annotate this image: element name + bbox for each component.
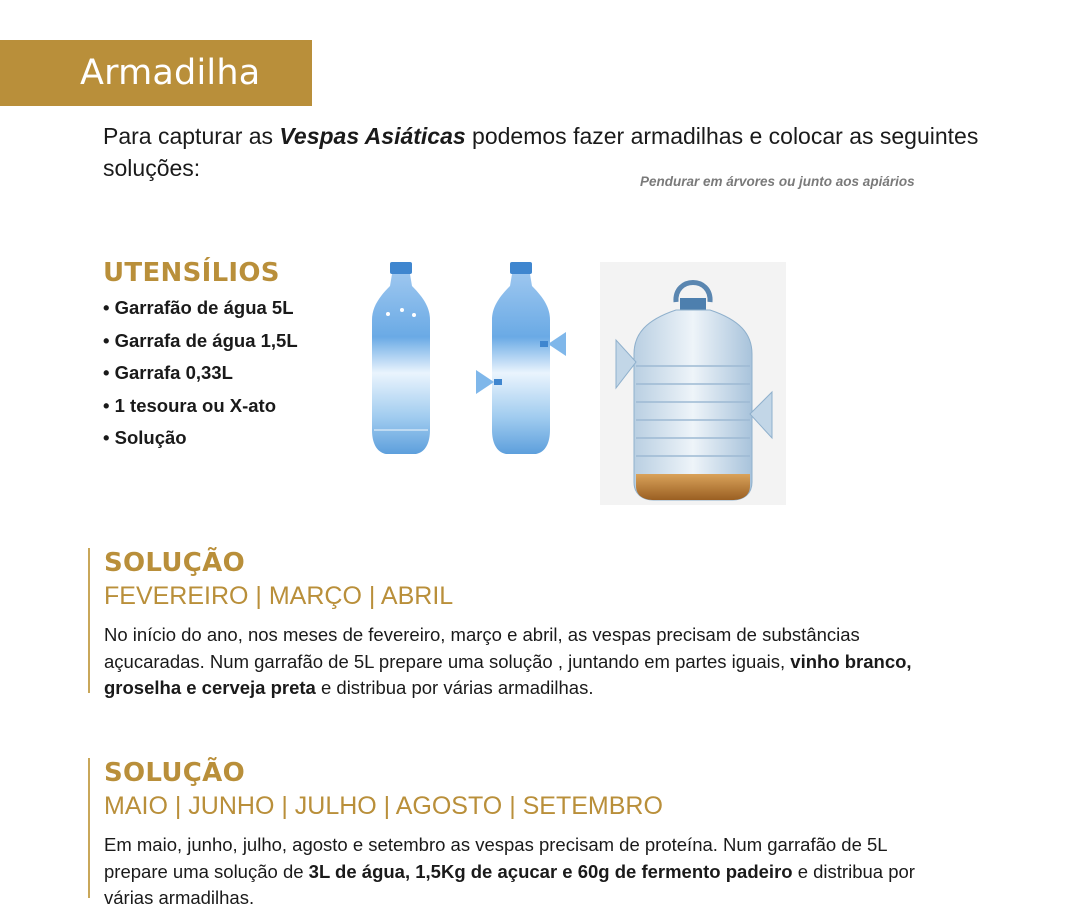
solution-paragraph <box>104 832 954 912</box>
list-item: • Garrafa de água 1,5L <box>103 325 298 358</box>
utensils-list <box>103 292 298 455</box>
list-item: • Solução <box>103 422 298 455</box>
paragraph-text: e distribua por várias armadilhas. <box>104 860 915 908</box>
solution-paragraph <box>104 622 954 702</box>
utensils-heading: UTENSÍLIOS <box>103 258 280 288</box>
paragraph-bold: vinho branco, groselha e cerveja preta <box>104 650 912 698</box>
list-item: • 1 tesoura ou X-ato <box>103 390 298 423</box>
intro-text-start: Para capturar as <box>103 123 280 149</box>
jug-trap-image <box>600 262 786 505</box>
list-item: • Garrafa 0,33L <box>103 357 298 390</box>
solution-section-late <box>88 758 954 908</box>
cut-bottle-image <box>474 262 570 457</box>
solution-months: FEVEREIRO | MARÇO | ABRIL <box>104 582 454 610</box>
page-title: Armadilha <box>80 53 261 93</box>
solution-heading: SOLUÇÃO <box>104 548 245 578</box>
solution-section-early <box>88 548 954 698</box>
paragraph-text: No início do ano, nos meses de fevereiro, março e abril, as vespas precisam de substâncias açucaradas. Num garrafão de 5L prepare uma solução , juntando em partes iguais, <box>104 624 860 672</box>
paragraph-bold: 3L de água, 1,5Kg de açucar e 60g de fermento padeiro <box>308 860 793 882</box>
title-banner <box>0 40 312 106</box>
intro-emphasis: Vespas Asiáticas <box>279 123 466 149</box>
hanging-note: Pendurar em árvores ou junto aos apiários <box>640 174 915 189</box>
intro-text-end: podemos fazer armadilhas e colocar as seguintes soluções: <box>103 123 979 181</box>
solution-months: MAIO | JUNHO | JULHO | AGOSTO | SETEMBRO <box>104 792 663 820</box>
solution-heading: SOLUÇÃO <box>104 758 245 788</box>
list-item: • Garrafão de água 5L <box>103 292 298 325</box>
paragraph-text: e distribua por várias armadilhas. <box>315 677 594 698</box>
paragraph-text: Em maio, junho, julho, agosto e setembro as vespas precisam de proteína. Num garrafão de 5L prepare uma solução de <box>104 834 887 882</box>
water-bottle-image <box>366 262 436 457</box>
